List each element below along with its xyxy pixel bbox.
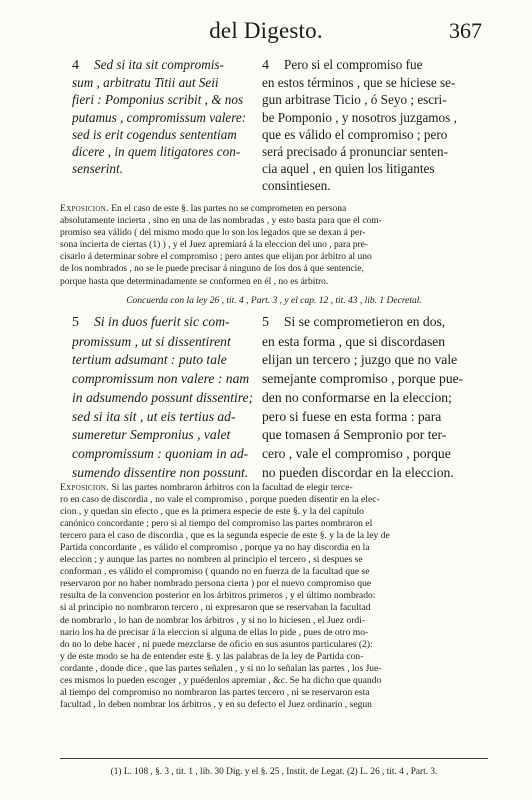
spanish-line: gun arbitrase Ticio , ó Seyo ; escri-	[262, 92, 447, 108]
gloss-line: si al principio no nombraron tercero , ni expresaron que se reservaban la facultad	[60, 602, 371, 614]
gloss-line: ces mismos lo pueden escoger , y puédenlos apremiar , &c. Se ha dicho que quando	[60, 674, 382, 686]
gloss-line: facultad , lo deben nombrar los árbitros , y en su defecto el Juez ordinario , segun	[60, 698, 372, 710]
page-number: 367	[449, 18, 482, 43]
latin-line: putamus , compromissum valere:	[72, 109, 247, 125]
running-title: del Digesto.	[209, 18, 323, 43]
spanish-line: en esta forma , que si discordasen	[262, 333, 446, 349]
gloss-line: conforman , es válido el compromiso ( quando no en fuerza de la facultad que se	[60, 566, 370, 578]
gloss-line: al tiempo del compromiso no nombraron las partes tercero , ni se reservaron esta	[60, 686, 370, 698]
gloss-line: eleccion ; y aunque las partes no nombren al principio el tercero , si despues se	[60, 554, 363, 566]
spanish-line: consintiesen.	[262, 178, 331, 194]
gloss-line: absolutamente incierta , sino en una de las nombradas , y esto basta para que el com-	[60, 216, 382, 227]
latin-line: senserint.	[72, 161, 123, 177]
latin-line: dicere , in quem litigatores con-	[72, 144, 241, 160]
gloss-line: cisarlo á determinar sobre el compromiso ; pero antes que elijan por árbitro al uno	[60, 252, 372, 263]
gloss-line: promiso sea válido ( del mismo modo que lo son los legados que se dexan á per-	[60, 228, 366, 239]
gloss-line: Exposicion. En el caso de este §. las partes no se comprometen en persona	[60, 204, 347, 214]
spanish-line: 5 Si se comprometieron en dos,	[262, 314, 446, 330]
exposicion-paragraph-5	[60, 482, 488, 711]
concordance-note: Concuerda con la ley 26 , tit. 4 , Part. 3 , y el cap. 12 , tit. 43 , lib. 1 Decretal.	[126, 296, 422, 306]
latin-text-column	[72, 313, 257, 482]
latin-line: 5 Si in duos fuerit sic com-	[72, 314, 230, 330]
gloss-line: ro en caso de discordia , no vale el compromiso , porque pueden disentir en la elec-	[60, 494, 380, 506]
latin-text-column	[72, 56, 257, 177]
spanish-line: que tomasen á Sempronio por ter-	[262, 427, 447, 443]
gloss-line: do no lo debe hacer , ni puede mezclarse de oficio en sus asuntos particulares (2):	[60, 638, 373, 650]
spanish-line: pero si fuese en esta forma : para	[262, 408, 442, 424]
footnote-rule	[60, 758, 488, 759]
gloss-line: cion , y quedan sin efecto , que es la primera especie de este §. y la del capítulo	[60, 506, 364, 518]
latin-line: sed si ita sit , ut eis tertius ad-	[72, 408, 236, 424]
latin-line: sumeretur Sempronius , valet	[72, 427, 231, 443]
gloss-line: resulta de la convencion posterior en los árbitros primeros , y el último nombrado:	[60, 590, 376, 602]
latin-line: fieri : Pomponius scribit , & nos	[72, 92, 244, 108]
spanish-text-column	[262, 56, 488, 195]
exposicion-label: Exposicion.	[60, 204, 109, 214]
latin-line: sumendo dissentire non possunt.	[72, 464, 249, 480]
gloss-line: porque hasta que determinadamente se conformen en él , no es árbitro.	[60, 276, 329, 287]
spanish-line: que es válido el compromiso ; pero	[262, 126, 448, 142]
exposicion-paragraph-4	[60, 203, 488, 288]
footnotes: (1) L. 108 , §. 3 , tit. 1 , lib. 30 Dig. y el §. 25 , Instit. de Legat. (2) L. 26 , tit. 4 , Part. 3.	[110, 767, 438, 777]
gloss-line: Partida concordante , es válido el compromiso , porque ya no hay discordia en la	[60, 542, 370, 554]
latin-line: compromissum : quoniam in ad-	[72, 445, 249, 461]
gloss-line: canónico concordante ; pero si al tiempo del compromiso las partes nombraron el	[60, 518, 373, 530]
latin-line: sum , arbitratu Titii aut Seii	[72, 75, 219, 91]
spanish-line: be Pomponio , y nosotros juzgamos ,	[262, 109, 457, 125]
spanish-line: 4 Pero si el compromiso fue	[262, 57, 423, 73]
latin-line: compromissum non valere : nam	[72, 371, 250, 387]
spanish-line: cero , vale el compromiso , porque	[262, 445, 451, 461]
spanish-text-column	[262, 313, 488, 482]
gloss-line: sona incierta de ciertas (1) ) , y el Juez apremiará á la eleccion del uno , para pre-	[60, 240, 369, 251]
gloss-line: reservaron por no haber nombrado persona cierta ) por el nuevo compromiso que	[60, 578, 372, 590]
latin-line: 4 Sed si ita sit compromis-	[72, 57, 224, 73]
spanish-line: cia aquel , en quien los litigantes	[262, 161, 435, 177]
spanish-line: semejante compromiso , porque pue-	[262, 371, 464, 387]
spanish-line: en estos términos , que se hiciese se-	[262, 75, 456, 91]
spanish-line: elijan un tercero ; juzgo que no vale	[262, 352, 458, 368]
gloss-line: tercero para el caso de discordia , que es la segunda especie de este §. y la de la ley de	[60, 530, 390, 542]
gloss-line: Exposicion. Si las partes nombraron árbitros con la facultad de elegir terce-	[60, 482, 353, 493]
gloss-line: cordante , donde dice , que las partes señalen , y si no lo señalan las partes , los Jue-	[60, 662, 382, 674]
gloss-line: de nombrarlo , lo han de nombrar los árbitros , y si no lo hiciesen , el Juez ordi-	[60, 614, 366, 626]
spanish-line: será precisado á pronunciar senten-	[262, 144, 449, 160]
latin-line: sed is erit cogendus sententiam	[72, 126, 237, 142]
exposicion-label: Exposicion.	[60, 482, 109, 493]
latin-line: promissum , ut si dissentirent	[72, 333, 231, 349]
spanish-line: den no conformarse en la eleccion;	[262, 389, 452, 405]
spanish-line: no pueden discordar en la eleccion.	[262, 464, 454, 480]
gloss-line: y de este modo se ha de entender este §. y las palabras de la ley de Partida con-	[60, 650, 364, 662]
gloss-line: nario los ha de precisar á la eleccion si alguna de ellas lo pide , pues de otro mo-	[60, 626, 369, 638]
page-header	[0, 18, 532, 48]
latin-line: in adsumendo possunt dissentire;	[72, 389, 254, 405]
latin-line: tertium adsumant : puto tale	[72, 352, 227, 368]
gloss-line: de los nombrados , no se le puede precisar á ninguno de los dos á que sentencie,	[60, 264, 364, 275]
